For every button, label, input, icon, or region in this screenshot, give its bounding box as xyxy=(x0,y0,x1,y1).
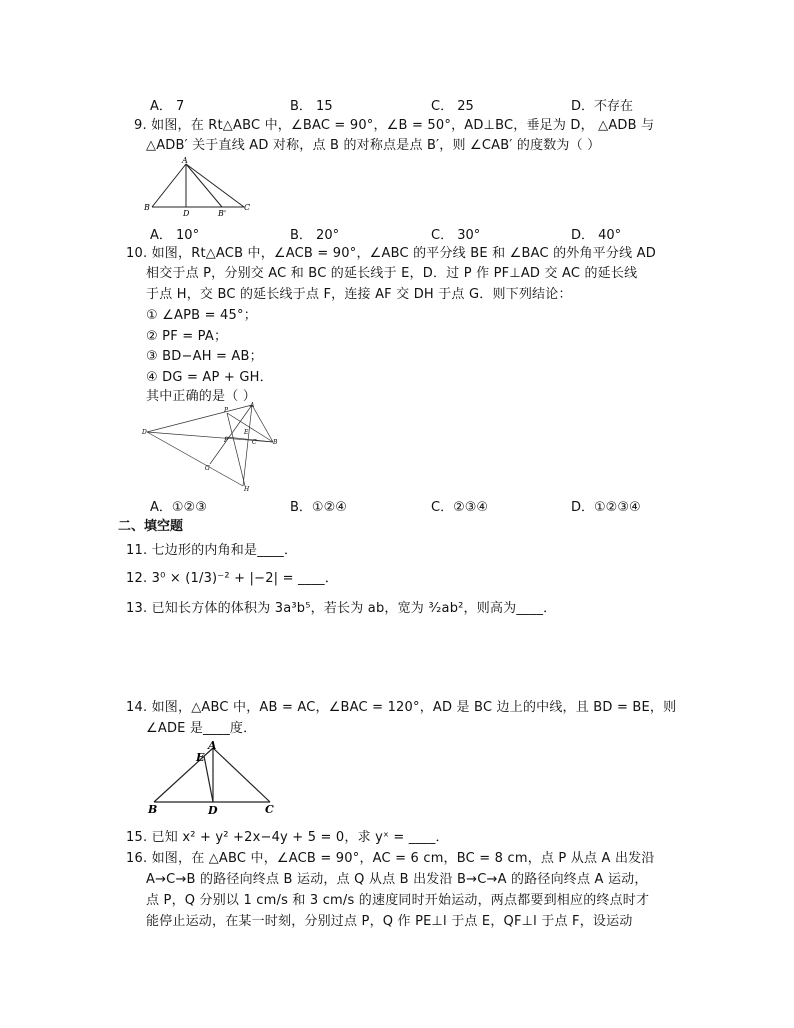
q9-line-1: 9. 如图，在 Rt△ABC 中，∠BAC = 90°，∠B = 50°，AD⊥BC，垂足为 D， △ADB 与 xyxy=(134,118,655,133)
q12-text: 12. 3⁰ × (1/3)⁻² + |−2| = ____． xyxy=(126,571,339,586)
q9-label-c: C xyxy=(244,203,251,212)
q9-option-a: A． 10° xyxy=(150,228,200,243)
q8-option-c: C． 25 xyxy=(431,99,474,114)
q10-label-a: A xyxy=(250,402,255,409)
q9-line-2: △ADB′ 关于直线 AD 对称，点 B 的对称点是点 B′，则 ∠CAB′ 的度数为（ ） xyxy=(146,138,601,153)
q16-line-1: 16. 如图，在 △ABC 中，∠ACB = 90°，AC = 6 cm，BC = 8 cm，点 P 从点 A 出发沿 xyxy=(126,851,655,866)
q9-figure xyxy=(140,155,255,217)
q9-label-b: B xyxy=(144,203,150,212)
q14-line-2: ∠ADE 是____度． xyxy=(146,721,257,736)
q10-label-c: C xyxy=(252,439,257,446)
q10-conclusion-1: ① ∠APB = 45°； xyxy=(146,308,257,323)
q14-label-c: C xyxy=(265,803,274,816)
q11-text: 11. 七边形的内角和是____． xyxy=(126,543,298,558)
q10-option-a: A．①②③ xyxy=(150,500,207,515)
q9-option-d: D． 40° xyxy=(571,228,622,243)
q9-label-d: D xyxy=(183,209,190,217)
q14-figure xyxy=(140,738,280,818)
q10-line-1: 10. 如图，Rt△ACB 中，∠ACB = 90°，∠ABC 的平分线 BE 和 ∠BAC 的外角平分线 AD xyxy=(126,246,656,261)
q9-label-bprime: B' xyxy=(218,209,227,217)
q10-label-d: D xyxy=(142,429,147,436)
q15-text: 15. 已知 x² + y² +2x−4y + 5 = 0，求 yˣ = ____． xyxy=(126,830,449,845)
q8-option-b: B． 15 xyxy=(290,99,333,114)
q10-option-b: B．①②④ xyxy=(290,500,347,515)
q10-ask: 其中正确的是（ ） xyxy=(146,389,256,404)
q10-option-c: C．②③④ xyxy=(431,500,489,515)
q14-line-1: 14. 如图，△ABC 中，AB = AC，∠BAC = 120°，AD 是 BC 边上的中线，且 BD = BE，则 xyxy=(126,700,677,715)
q10-label-b: B xyxy=(273,439,278,446)
q8-option-d: D．不存在 xyxy=(571,99,634,114)
q16-line-2: A→C→B 的路径向终点 B 运动，点 Q 从点 B 出发沿 B→C→A 的路径向终点 A 运动， xyxy=(146,872,648,887)
q9-option-c: C． 30° xyxy=(431,228,481,243)
q8-option-a: A． 7 xyxy=(150,99,185,114)
q14-label-d: D xyxy=(208,804,218,817)
q9-label-a: A xyxy=(182,156,188,165)
q10-label-h: H xyxy=(244,486,250,492)
q10-figure xyxy=(140,402,285,492)
q10-conclusion-3: ③ BD−AH = AB； xyxy=(146,349,263,364)
section-title-fill-in: 二、填空题 xyxy=(118,519,184,534)
q9-option-b: B． 20° xyxy=(290,228,340,243)
q10-line-2: 相交于点 P，分别交 AC 和 BC 的延长线于 E，D．过 P 作 PF⊥AD 交 AC 的延长线 xyxy=(146,266,638,281)
q16-line-3: 点 P，Q 分别以 1 cm/s 和 3 cm/s 的速度同时开始运动，两点都要到相应的终点时才 xyxy=(146,893,650,908)
q16-line-4: 能停止运动，在某一时刻，分别过点 P，Q 作 PE⊥l 于点 E，QF⊥l 于点 F，设运动 xyxy=(146,914,633,929)
q10-conclusion-4: ④ DG = AP + GH． xyxy=(146,370,273,385)
q10-conclusion-2: ② PF = PA； xyxy=(146,329,228,344)
q10-label-e: E xyxy=(244,429,249,436)
q10-label-p: P xyxy=(224,407,229,414)
q14-label-e: E xyxy=(196,751,205,764)
q10-label-f: F xyxy=(224,437,229,444)
q14-label-a: A xyxy=(208,739,217,752)
q10-option-d: D．①②③④ xyxy=(571,500,641,515)
q13-text: 13. 已知长方体的体积为 3a³b⁵，若长为 ab，宽为 ³⁄₂ab²，则高为____． xyxy=(126,601,557,616)
q10-label-g: G xyxy=(205,465,210,472)
q10-line-3: 于点 H，交 BC 的延长线于点 F，连接 AF 交 DH 于点 G．则下列结论： xyxy=(146,287,572,302)
q14-label-b: B xyxy=(148,803,158,816)
